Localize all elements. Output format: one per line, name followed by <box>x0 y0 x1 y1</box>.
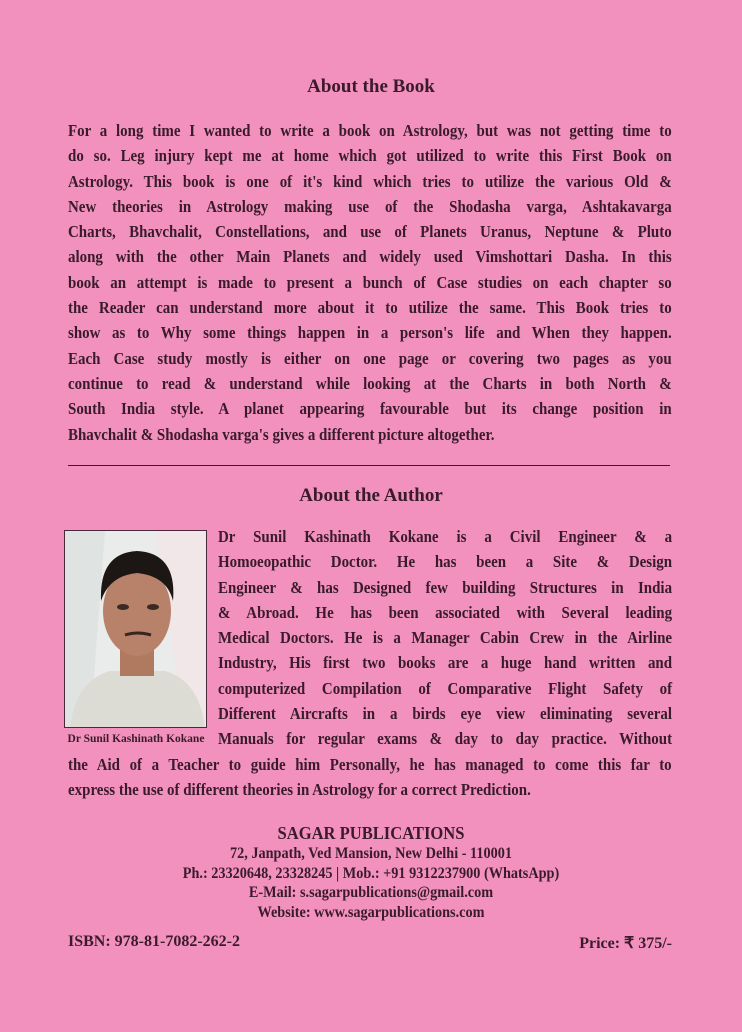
price: Price: ₹ 375/- <box>579 935 672 952</box>
publisher-phone: Ph.: 23320648, 23328245 | Mob.: +91 9312237900 (WhatsApp) <box>182 864 560 882</box>
text-line: & Abroad. He has been associated with Several leading <box>218 602 673 622</box>
text-line: New theories in Astrology making use of the Shodasha varga, Ashtakavarga <box>68 196 672 216</box>
text-line: the Reader can understand more about it to utilize the same. This Book tries to <box>68 298 672 318</box>
text-line: Different Aircrafts in a birds eye view eliminating several <box>218 704 673 724</box>
about-book-heading: About the Book <box>307 76 435 97</box>
text-line: For a long time I wanted to write a book on Astrology, but was not getting time to <box>68 121 672 140</box>
text-line: computerized Compilation of Comparative Flight Safety of <box>218 678 673 698</box>
about-book-text <box>68 118 672 447</box>
text-line: Medical Doctors. He is a Manager Cabin Crew in the Airline <box>218 628 673 648</box>
text-line: Industry, His first two books are a huge hand written and <box>218 653 673 673</box>
text-line: Charts, Bhavchalit, Constellations, and use of Planets Uranus, Neptune & Pluto <box>68 222 672 242</box>
publisher-email: E-Mail: s.sagarpublications@gmail.com <box>248 884 494 901</box>
text-line: book an attempt is made to present a bunch of Case studies on each chapter so <box>68 272 672 292</box>
text-line: express the use of different theories in Astrology for a correct Prediction. <box>68 780 531 800</box>
text-line: along with the other Main Planets and widely used Vimshottari Dasha. In this <box>68 247 672 267</box>
publisher-info <box>0 822 742 922</box>
text-line: the Aid of a Teacher to guide him Personally, he has managed to come this far to <box>68 755 672 774</box>
text-line: Homoeopathic Doctor. He has been a Site & Design <box>218 552 673 572</box>
publisher-address: 72, Janpath, Ved Mansion, New Delhi - 110001 <box>229 845 513 862</box>
text-line: Engineer & has Designed few building Structures in India <box>218 577 673 597</box>
text-line: show as to Why some things happen in a person's life and When they happen. <box>68 323 672 343</box>
about-author-text-continued <box>68 752 672 803</box>
text-line: South India style. A planet appearing favourable but its change position in <box>68 399 672 419</box>
isbn: ISBN: 978-81-7082-262-2 <box>68 933 240 950</box>
about-author-heading: About the Author <box>299 485 443 506</box>
publisher-name: SAGAR PUBLICATIONS <box>277 823 465 843</box>
author-photo <box>64 530 207 728</box>
author-photo-caption: Dr Sunil Kashinath Kokane <box>67 733 205 745</box>
publisher-website: Website: www.sagarpublications.com <box>257 903 485 921</box>
about-author-text <box>218 524 672 752</box>
text-line: do so. Leg injury kept me at home which got utilized to write this First Book on <box>68 146 672 166</box>
text-line: Bhavchalit & Shodasha varga's gives a different picture altogether. <box>68 424 495 444</box>
section-divider <box>68 465 670 466</box>
text-line: Each Case study mostly is either on one page or covering two pages as you <box>68 348 672 368</box>
text-line: Dr Sunil Kashinath Kokane is a Civil Engineer & a <box>218 527 673 546</box>
text-line: Manuals for regular exams & day to day practice. Without <box>218 729 673 749</box>
text-line: continue to read & understand while looking at the Charts in both North & <box>68 373 672 393</box>
text-line: Astrology. This book is one of it's kind which tries to utilize the various Old & <box>68 171 672 191</box>
